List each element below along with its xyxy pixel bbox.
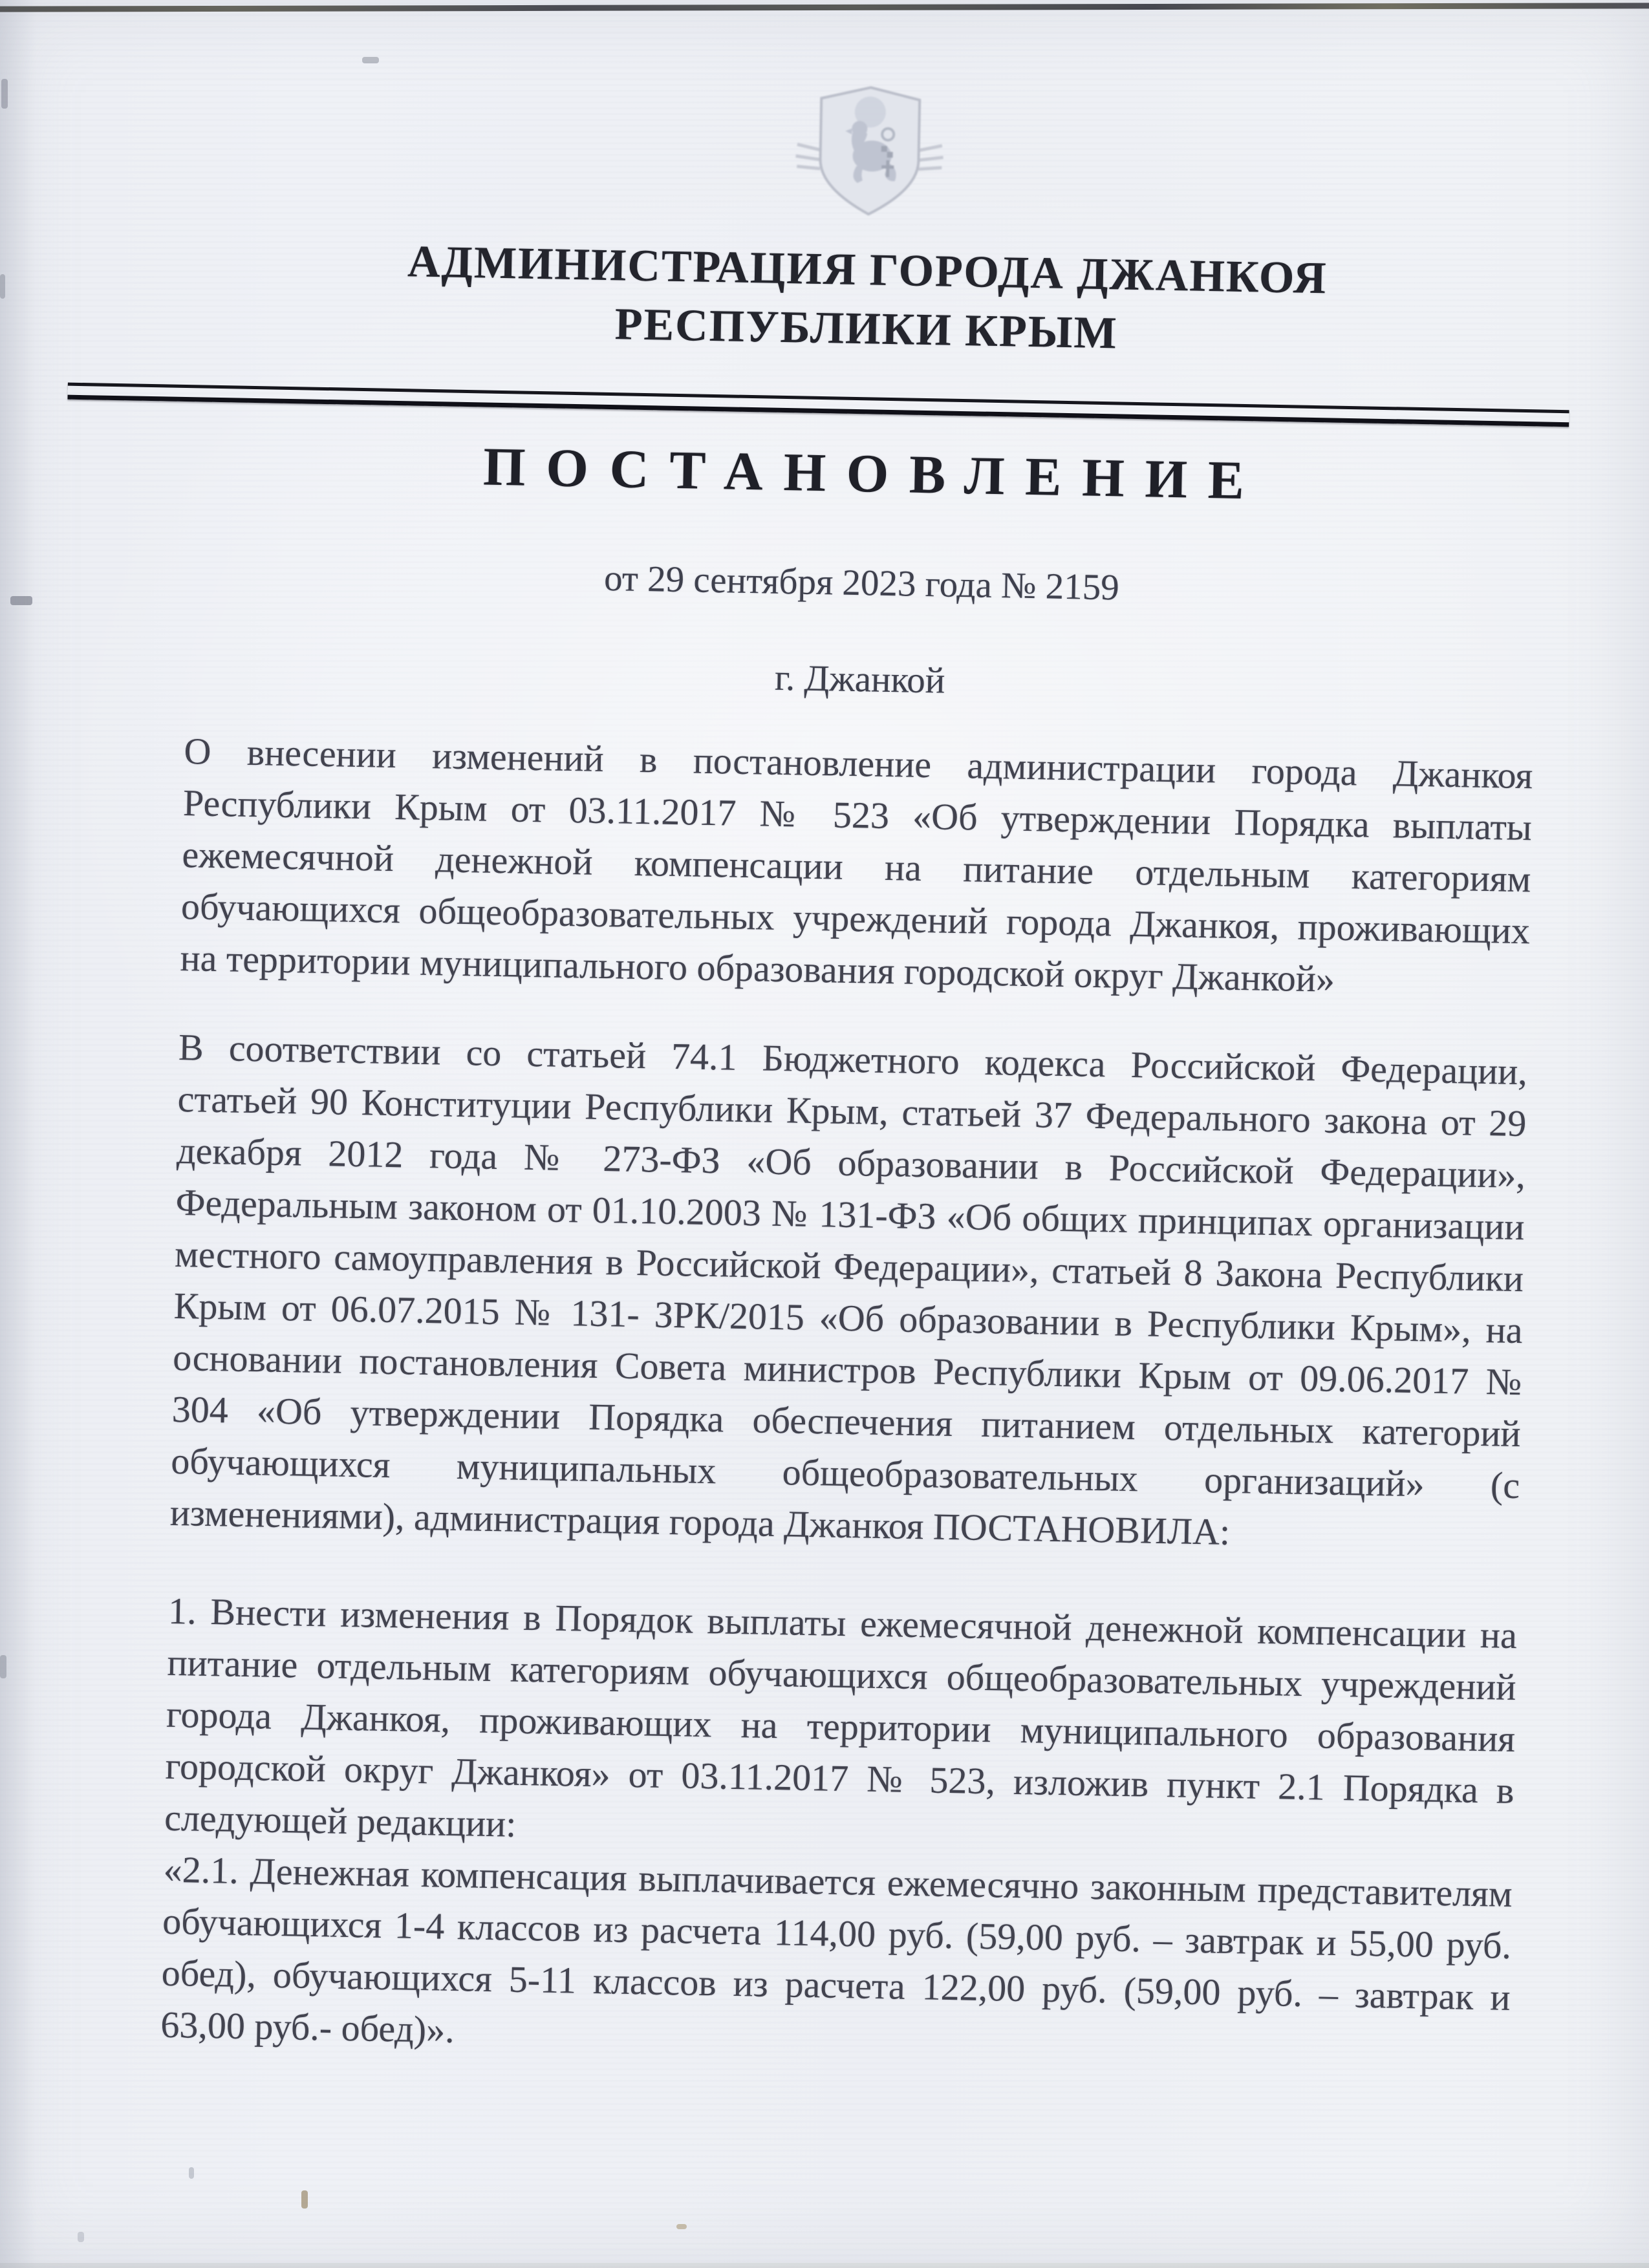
resolution-item-1-paragraph: 1. Внести изменения в Порядок выплаты ежемесячной денежной компенсации на питание отдельным категориям обучающихся общеобразовательных учреждений города Джанкоя, проживающих на территории муниципального образования городской округ Джанкоя» от 03.11.2017 № 523, изложив пункт 2.1 Порядка в следующей редакции:: [164, 1589, 1518, 1845]
document-place: г. Джанкой: [774, 657, 945, 701]
organization-name: [191, 228, 1542, 370]
amended-clause-paragraph: «2.1. Денежная компенсация выплачивается ежемесячно законным представителям обучающихся 1-4 классов из расчета 114,00 руб. (59,00 руб. – завтрак и 55,00 руб. обед), обучающихся 5-11 классов из расчета 122,00 руб. (59,00 руб. – завтрак и 63,00 руб.- обед)».: [160, 1848, 1513, 2051]
document-date-number: от 29 сентября 2023 года № 2159: [603, 557, 1120, 608]
legal-basis-paragraph: В соответствии со статьей 74.1 Бюджетного кодекса Российской Федерации, статьей 90 Конституции Республики Крым, статьей 37 Федерального закона от 29 декабря 2012 года № 273-ФЗ «Об образовании в Российской Федерации», Федеральным законом от 01.10.2003 № 131-ФЗ «Об общих принципах организации местного самоуправления в Российской Федерации», статьей 8 Закона Республики Крым от 06.07.2015 № 131- ЗРК/2015 «Об образовании в Республики Крым», на основании постановления Совета министров Республики Крым от 09.06.2017 № 304 «Об утверждении Порядка обеспечения питанием отдельных категорий обучающихся муниципальных общеобразовательных организаций» (с изменениями), администрация города Джанкоя ПОСТАНОВИЛА:: [169, 1025, 1528, 1553]
document-type-title: ПОСТАНОВЛЕНИЕ: [482, 436, 1266, 511]
crimea-griffin-shield-emblem-icon: [791, 82, 949, 220]
organization-name-line2: РЕСПУБЛИКИ КРЫМ: [614, 299, 1119, 359]
header-divider-rule: [67, 383, 1569, 427]
preamble-subject-paragraph: О внесении изменений в постановление администрации города Джанкоя Республики Крым от 03.11.2017 № 523 «Об утверждении Порядка выплаты ежемесячной денежной компенсации на питание отдельным категориям обучающихся общеобразовательных учреждений города Джанкоя, проживающих на территории муниципального образования городской округ Джанкой»: [180, 730, 1533, 1000]
emblem-container: [194, 71, 1546, 235]
organization-name-line1: АДМИНИСТРАЦИЯ ГОРОДА ДЖАНКОЯ: [407, 237, 1328, 304]
